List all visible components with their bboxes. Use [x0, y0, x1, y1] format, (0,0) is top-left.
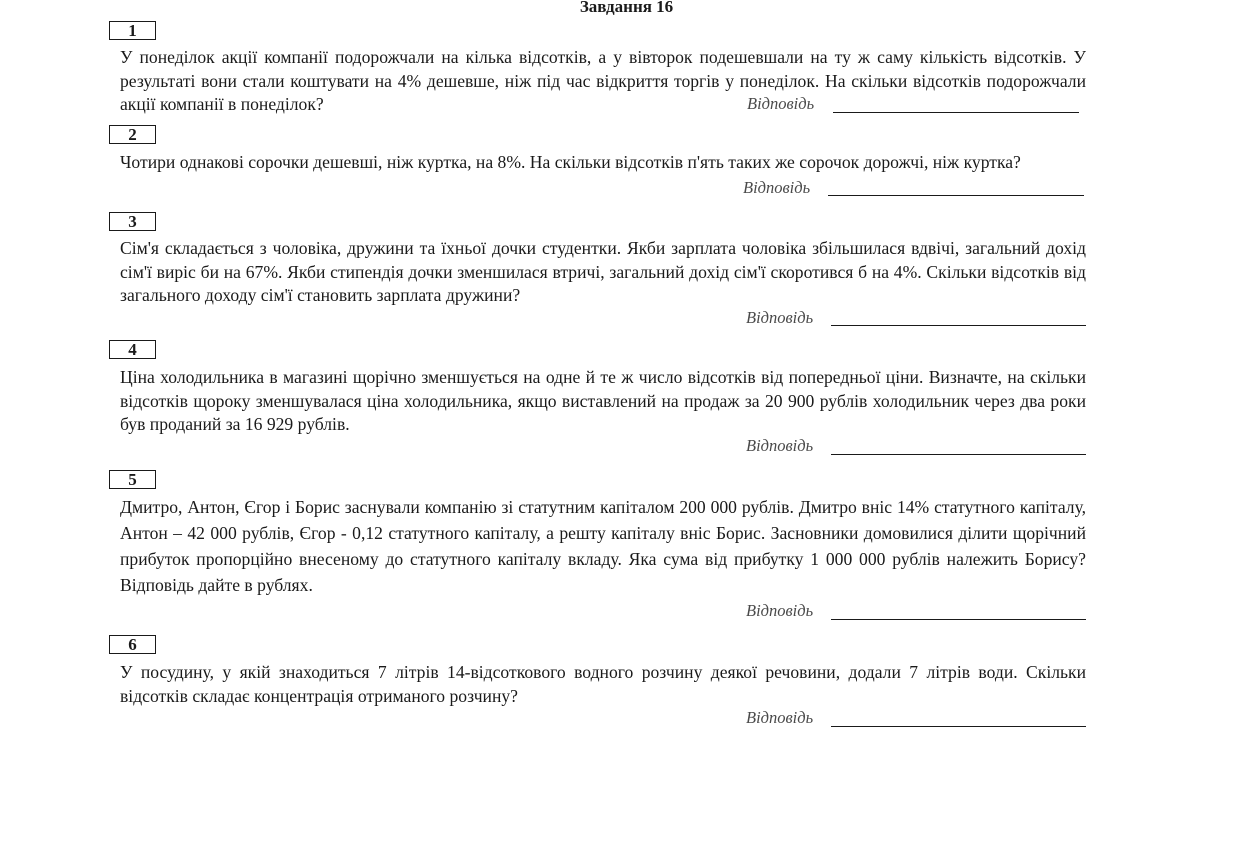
- task-text: Ціна холодильника в магазині щорічно зменшується на одне й те ж число відсотків від попередньої ціни. Визначте, на скільки відсотків щороку зменшувалася ціна холодильника, якщо виставлений на продаж за 20 900 рублів холодильник через два роки був проданий за 16 929 рублів.: [120, 367, 1086, 434]
- task-text: Чотири однакові сорочки дешевші, ніж куртка, на 8%. На скільки відсотків п'ять таких же сорочок дорожчі, ніж куртка?: [120, 152, 1021, 172]
- task-text: Дмитро, Антон, Єгор і Борис заснували компанію зі статутним капіталом 200 000 рублів. Дмитро вніс 14% статутного капіталу, Антон – 42 000 рублів, Єгор - 0,12 статутного капіталу, а решту капіталу вніс Борис. Засновники домовилися ділити щорічний прибуток пропорційно внесеному до статутного капіталу вкладу. Яка сума від прибутку 1 000 000 рублів належить Борису? Відповідь дайте в рублях.: [120, 497, 1086, 595]
- answer-label: Відповідь: [746, 601, 814, 620]
- task-number-box: 6: [109, 635, 156, 654]
- answer-label: Відповідь: [746, 708, 814, 727]
- answer-field[interactable]: [833, 112, 1079, 113]
- answer-field[interactable]: [828, 195, 1084, 196]
- task-number-box: 1: [109, 21, 156, 40]
- task-text: У посудину, у якій знаходиться 7 літрів 14-відсоткового водного розчину деякої речовини, додали 7 літрів води. Скільки відсотків складає концентрація отриманого розчину?: [120, 662, 1086, 706]
- answer-label: Відповідь: [746, 308, 814, 327]
- task-number-box: 4: [109, 340, 156, 359]
- page-title: Завдання 16: [579, 0, 674, 16]
- answer-field[interactable]: [831, 454, 1086, 455]
- answer-field[interactable]: [831, 325, 1086, 326]
- answer-field[interactable]: [831, 619, 1086, 620]
- answer-field[interactable]: [831, 726, 1086, 727]
- task-number-box: 5: [109, 470, 156, 489]
- task-text: Сім'я складається з чоловіка, дружини та їхньої дочки студентки. Якби зарплата чоловіка збільшилася вдвічі, загальний дохід сім'ї виріс би на 67%. Якби стипендія дочки зменшилася втричі, загальний дохід сім'ї скоротився б на 4%. Скільки відсотків від загального доходу сім'ї становить зарплата дружини?: [120, 238, 1086, 305]
- answer-label: Відповідь: [747, 94, 815, 113]
- task-number-box: 2: [109, 125, 156, 144]
- task-text: У понеділок акції компанії подорожчали на кілька відсотків, а у вівторок подешевшали на ту ж саму кількість відсотків. У результаті вони стали коштувати на 4% дешевше, ніж під час відкриття торгів у понеділок. На скільки відсотків подорожчали акції компанії в понеділок?: [120, 47, 1086, 114]
- answer-label: Відповідь: [743, 178, 811, 197]
- answer-label: Відповідь: [746, 436, 814, 455]
- task-number-box: 3: [109, 212, 156, 231]
